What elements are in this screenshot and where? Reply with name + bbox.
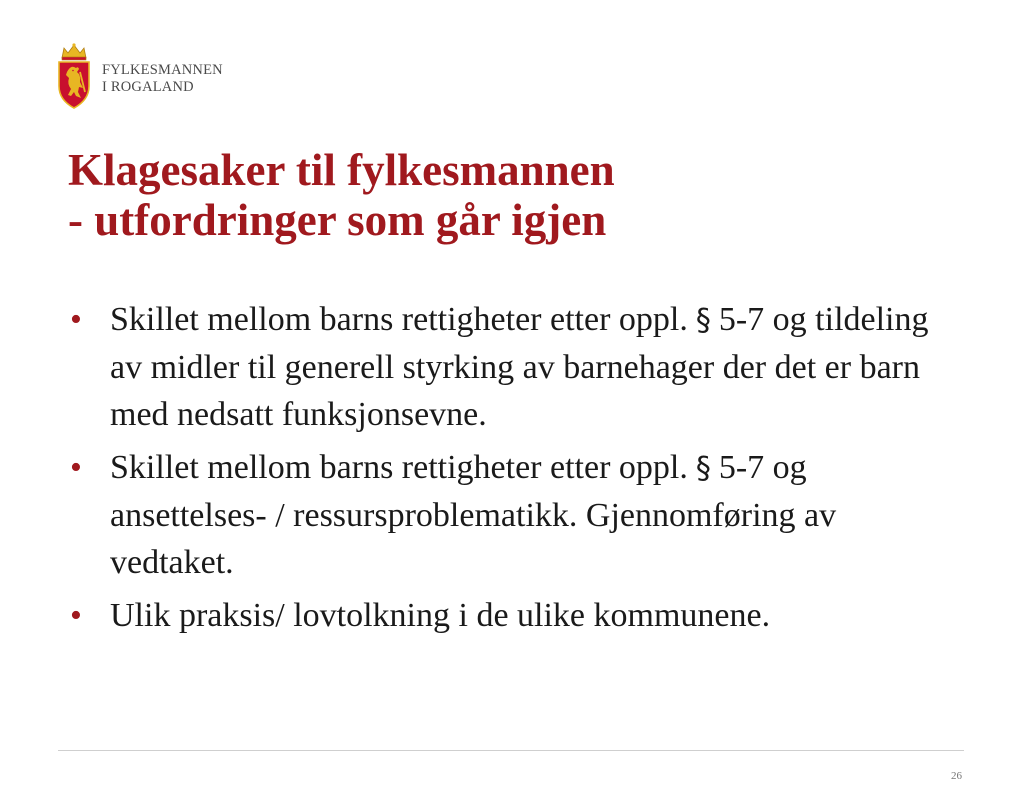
section-sign: § bbox=[695, 303, 711, 338]
bullet-icon: • bbox=[70, 597, 82, 634]
footer-divider bbox=[58, 750, 964, 751]
bullet-icon: • bbox=[70, 301, 82, 338]
bullet-icon: • bbox=[70, 449, 82, 486]
bullet-list bbox=[68, 296, 968, 645]
slide-title-line2: - utfordringer som går igjen bbox=[68, 195, 607, 245]
bullet-text-start: Skillet mellom barns rettigheter etter oppl. bbox=[110, 301, 688, 338]
bullet-text-end: 5-7 og ansettelses- / ressursproblematikk. Gjennomføring av vedtaket. bbox=[110, 449, 837, 581]
organization-logo bbox=[56, 42, 223, 110]
slide-title bbox=[68, 145, 615, 245]
bullet-item bbox=[68, 296, 968, 438]
norwegian-coat-of-arms-icon bbox=[56, 42, 92, 110]
organization-name-line1: FYLKESMANNEN bbox=[102, 62, 223, 78]
slide-title-line1: Klagesaker til fylkesmannen bbox=[68, 145, 615, 195]
section-sign: § bbox=[695, 451, 711, 486]
bullet-text-end: 5-7 og tildeling av midler til generell styrking av barnehager der det er barn med nedsatt funksjonsevne. bbox=[110, 301, 929, 433]
bullet-text: Ulik praksis/ lovtolkning i de ulike kommunene. bbox=[110, 597, 771, 634]
bullet-text-start: Skillet mellom barns rettigheter etter oppl. bbox=[110, 449, 688, 486]
page-number: 26 bbox=[951, 770, 962, 782]
bullet-item bbox=[68, 592, 968, 639]
organization-name-line2: I ROGALAND bbox=[102, 79, 194, 95]
bullet-item bbox=[68, 444, 968, 586]
organization-name bbox=[102, 62, 223, 96]
